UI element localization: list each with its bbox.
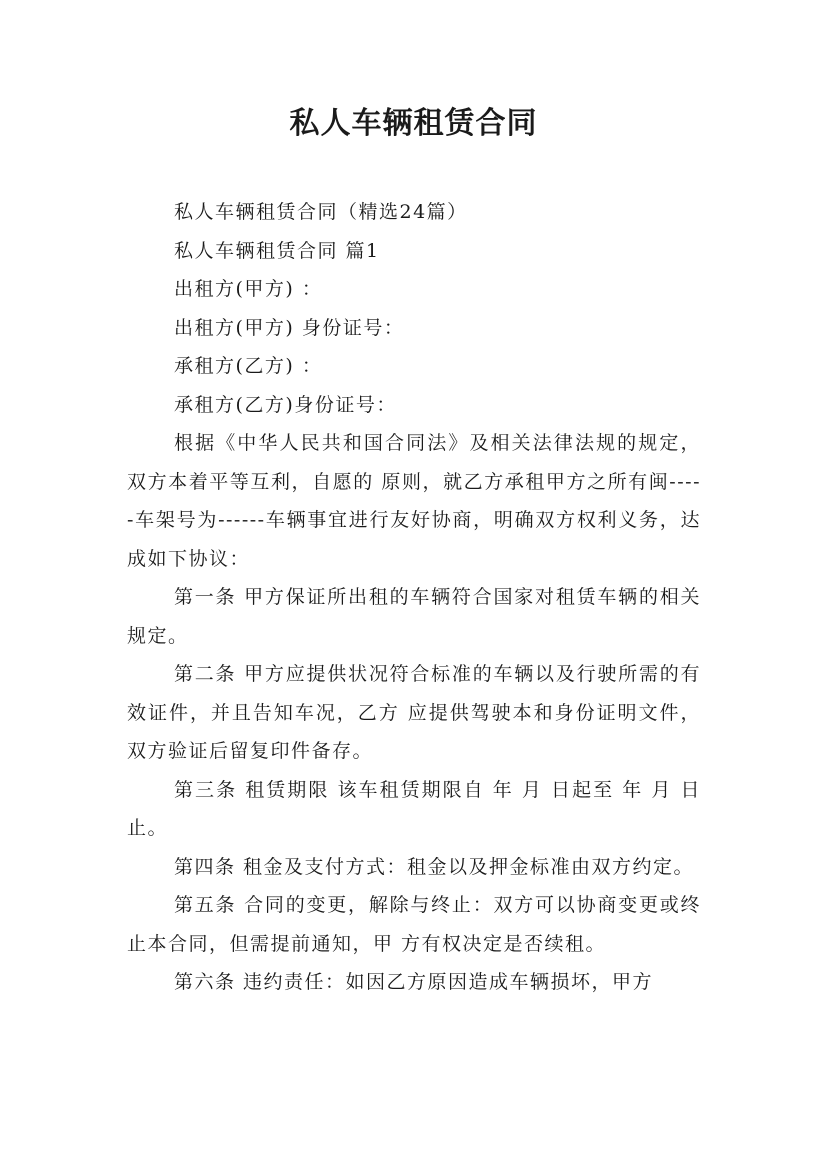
paragraph-chapter-heading: 私人车辆租赁合同 篇1 — [174, 239, 380, 262]
paragraph-article-1: 第一条 甲方保证所出租的车辆符合国家对租赁车辆的相关规定。 — [127, 586, 701, 647]
paragraph-article-3: 第三条 租赁期限 该车租赁期限自 年 月 日起至 年 月 日止。 — [127, 778, 701, 839]
paragraph-collection-title: 私人车辆租赁合同（精选24篇） — [174, 201, 468, 223]
paragraph-article-5: 第五条 合同的变更，解除与终止：双方可以协商变更或终止本合同，但需提前通知，甲 方有权决定是否续租。 — [127, 894, 701, 955]
paragraph-article-4: 第四条 租金及支付方式：租金以及押金标准由双方约定。 — [174, 855, 695, 878]
paragraph-lessor-id: 出租方(甲方) 身份证号： — [174, 316, 405, 339]
paragraph-preamble: 根据《中华人民共和国合同法》及相关法律法规的规定，双方本着平等互利，自愿的 原则，就乙方承租甲方之所有闽-----车架号为------车辆事宜进行友好协商，明确双方权利义务，达成如下协议： — [127, 432, 701, 570]
paragraph-lessee: 承租方(乙方) ： — [174, 355, 323, 377]
document-title: 私人车辆租赁合同 — [289, 106, 538, 141]
document-body — [127, 193, 701, 1002]
paragraph-article-6: 第六条 违约责任：如因乙方原因造成车辆损坏，甲方 — [174, 971, 654, 993]
paragraph-lessor: 出租方(甲方) ： — [174, 278, 323, 300]
paragraph-article-2: 第二条 甲方应提供状况符合标准的车辆以及行驶所需的有效证件，并且告知车况，乙方 应提供驾驶本和身份证明文件，双方验证后留复印件备存。 — [127, 663, 701, 762]
paragraph-lessee-id: 承租方(乙方)身份证号： — [174, 393, 397, 416]
